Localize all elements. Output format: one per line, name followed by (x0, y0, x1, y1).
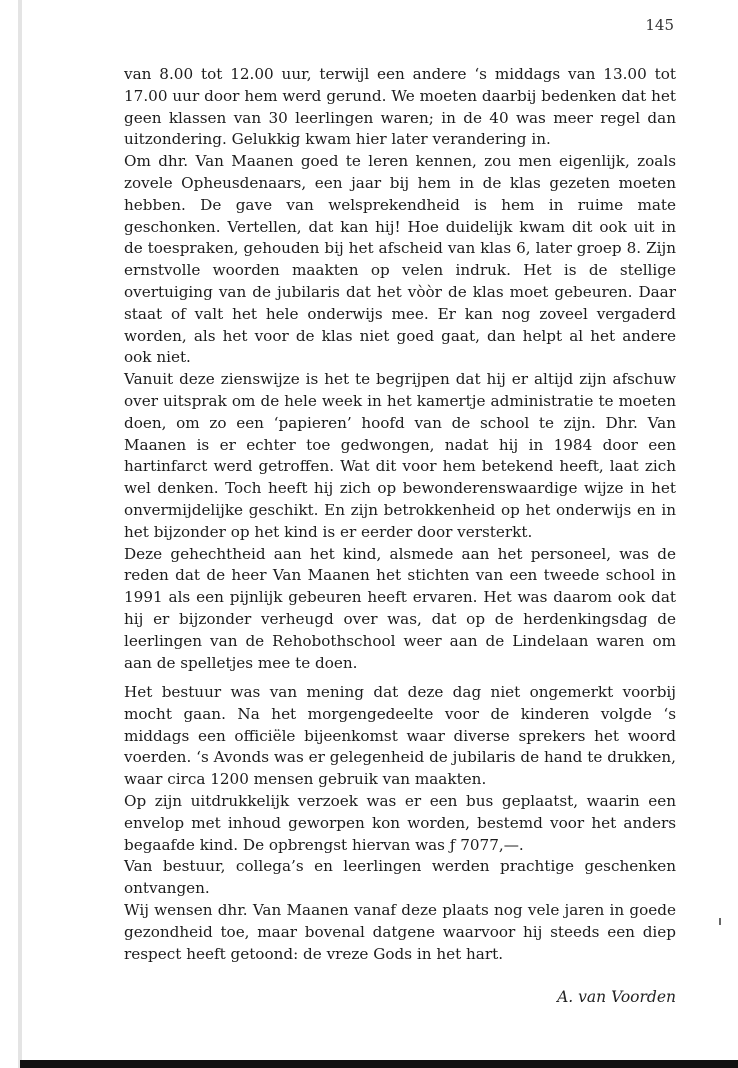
paragraph: Deze gehechtheid aan het kind, alsmede aan het personeel, was de reden dat de heer Van Maanen het stichten van een tweede school in 1991 als een pijnlijk gebeuren heeft ervaren. Het was daarom ook dat hij er bijzonder verheugd over was, dat op de herdenkingsdag de leerlingen van de Rehobothschool weer aan de Lindelaan waren om aan de spelletjes mee te doen. (124, 544, 676, 672)
author-signature: A. van Voorden (557, 988, 676, 1006)
paragraph: Om dhr. Van Maanen goed te leren kennen, zou men eigenlijk, zoals zovele Opheusdenaars, een jaar bij hem in de klas gezeten moeten hebben. De gave van welsprekendheid is hem in ruime mate geschonken. Vertellen, dat kan hij! Hoe duidelijk kwam dit ook uit in de toespraken, gehouden bij het afscheid van klas 6, later groep 8. Zijn ernstvolle woorden maakten op velen indruk. Het is de stellige overtuiging van de jubilaris dat het vòòr de klas moet gebeuren. Daar staat of valt het hele onderwijs mee. Er kan nog zoveel vergaderd worden, als het voor de klas niet goed gaat, dan helpt al het andere ook niet. (124, 152, 676, 367)
paragraph: Van bestuur, collega’s en leerlingen werden prachtige geschenken ontvangen. (124, 857, 676, 898)
paragraph: Wij wensen dhr. Van Maanen vanaf deze plaats nog vele jaren in goede gezondheid toe, maar bovenal datgene waarvoor hij steeds een diep respect heeft getoond: de vreze Gods in het hart. (124, 900, 676, 963)
scan-bottom-edge (20, 1060, 738, 1068)
paragraph: Vanuit deze zienswijze is het te begrijpen dat hij er altijd zijn afschuw over uitsprak om de hele week in het kamertje administratie te moeten doen, om zo een ‘papieren’ hoofd van de school te zijn. Dhr. Van Maanen is er echter toe gedwongen, nadat hij in 1984 door een hartinfarct werd getroffen. Wat dit voor hem betekend heeft, laat zich wel denken. Toch heeft hij zich op bewonderenswaardige wijze in het onvermijdelijke geschikt. En zijn betrokkenheid op het onderwijs en in het bijzonder op het kind is er eerder door versterkt. (124, 370, 676, 541)
paragraph: van 8.00 tot 12.00 uur, terwijl een andere ‘s middags van 13.00 tot 17.00 uur door hem werd gerund. We moeten daarbij bedenken dat het geen klassen van 30 leerlingen waren; in de 40 was meer regel dan uitzondering. Gelukkig kwam hier later verandering in. (124, 65, 676, 149)
scan-speck (719, 918, 721, 925)
paragraph: Het bestuur was van mening dat deze dag niet ongemerkt voorbij mocht gaan. Na het morgengedeelte voor de kinderen volgde ‘s middags een officiële bijeenkomst waar diverse sprekers het woord voerden. ‘s Avonds was er gelegenheid de jubilaris de hand te drukken, waar circa 1200 mensen gebruik van maakten. (124, 683, 676, 789)
article-body-top (124, 64, 676, 674)
article-body-bottom (124, 682, 676, 965)
paragraph: Op zijn uitdrukkelijk verzoek was er een bus geplaatst, waarin een envelop met inhoud geworpen kon worden, bestemd voor het anders begaafde kind. De opbrengst hiervan was ƒ 7077,—. (124, 791, 676, 854)
scan-left-edge (0, 0, 22, 1068)
page-number: 145 (645, 16, 674, 34)
